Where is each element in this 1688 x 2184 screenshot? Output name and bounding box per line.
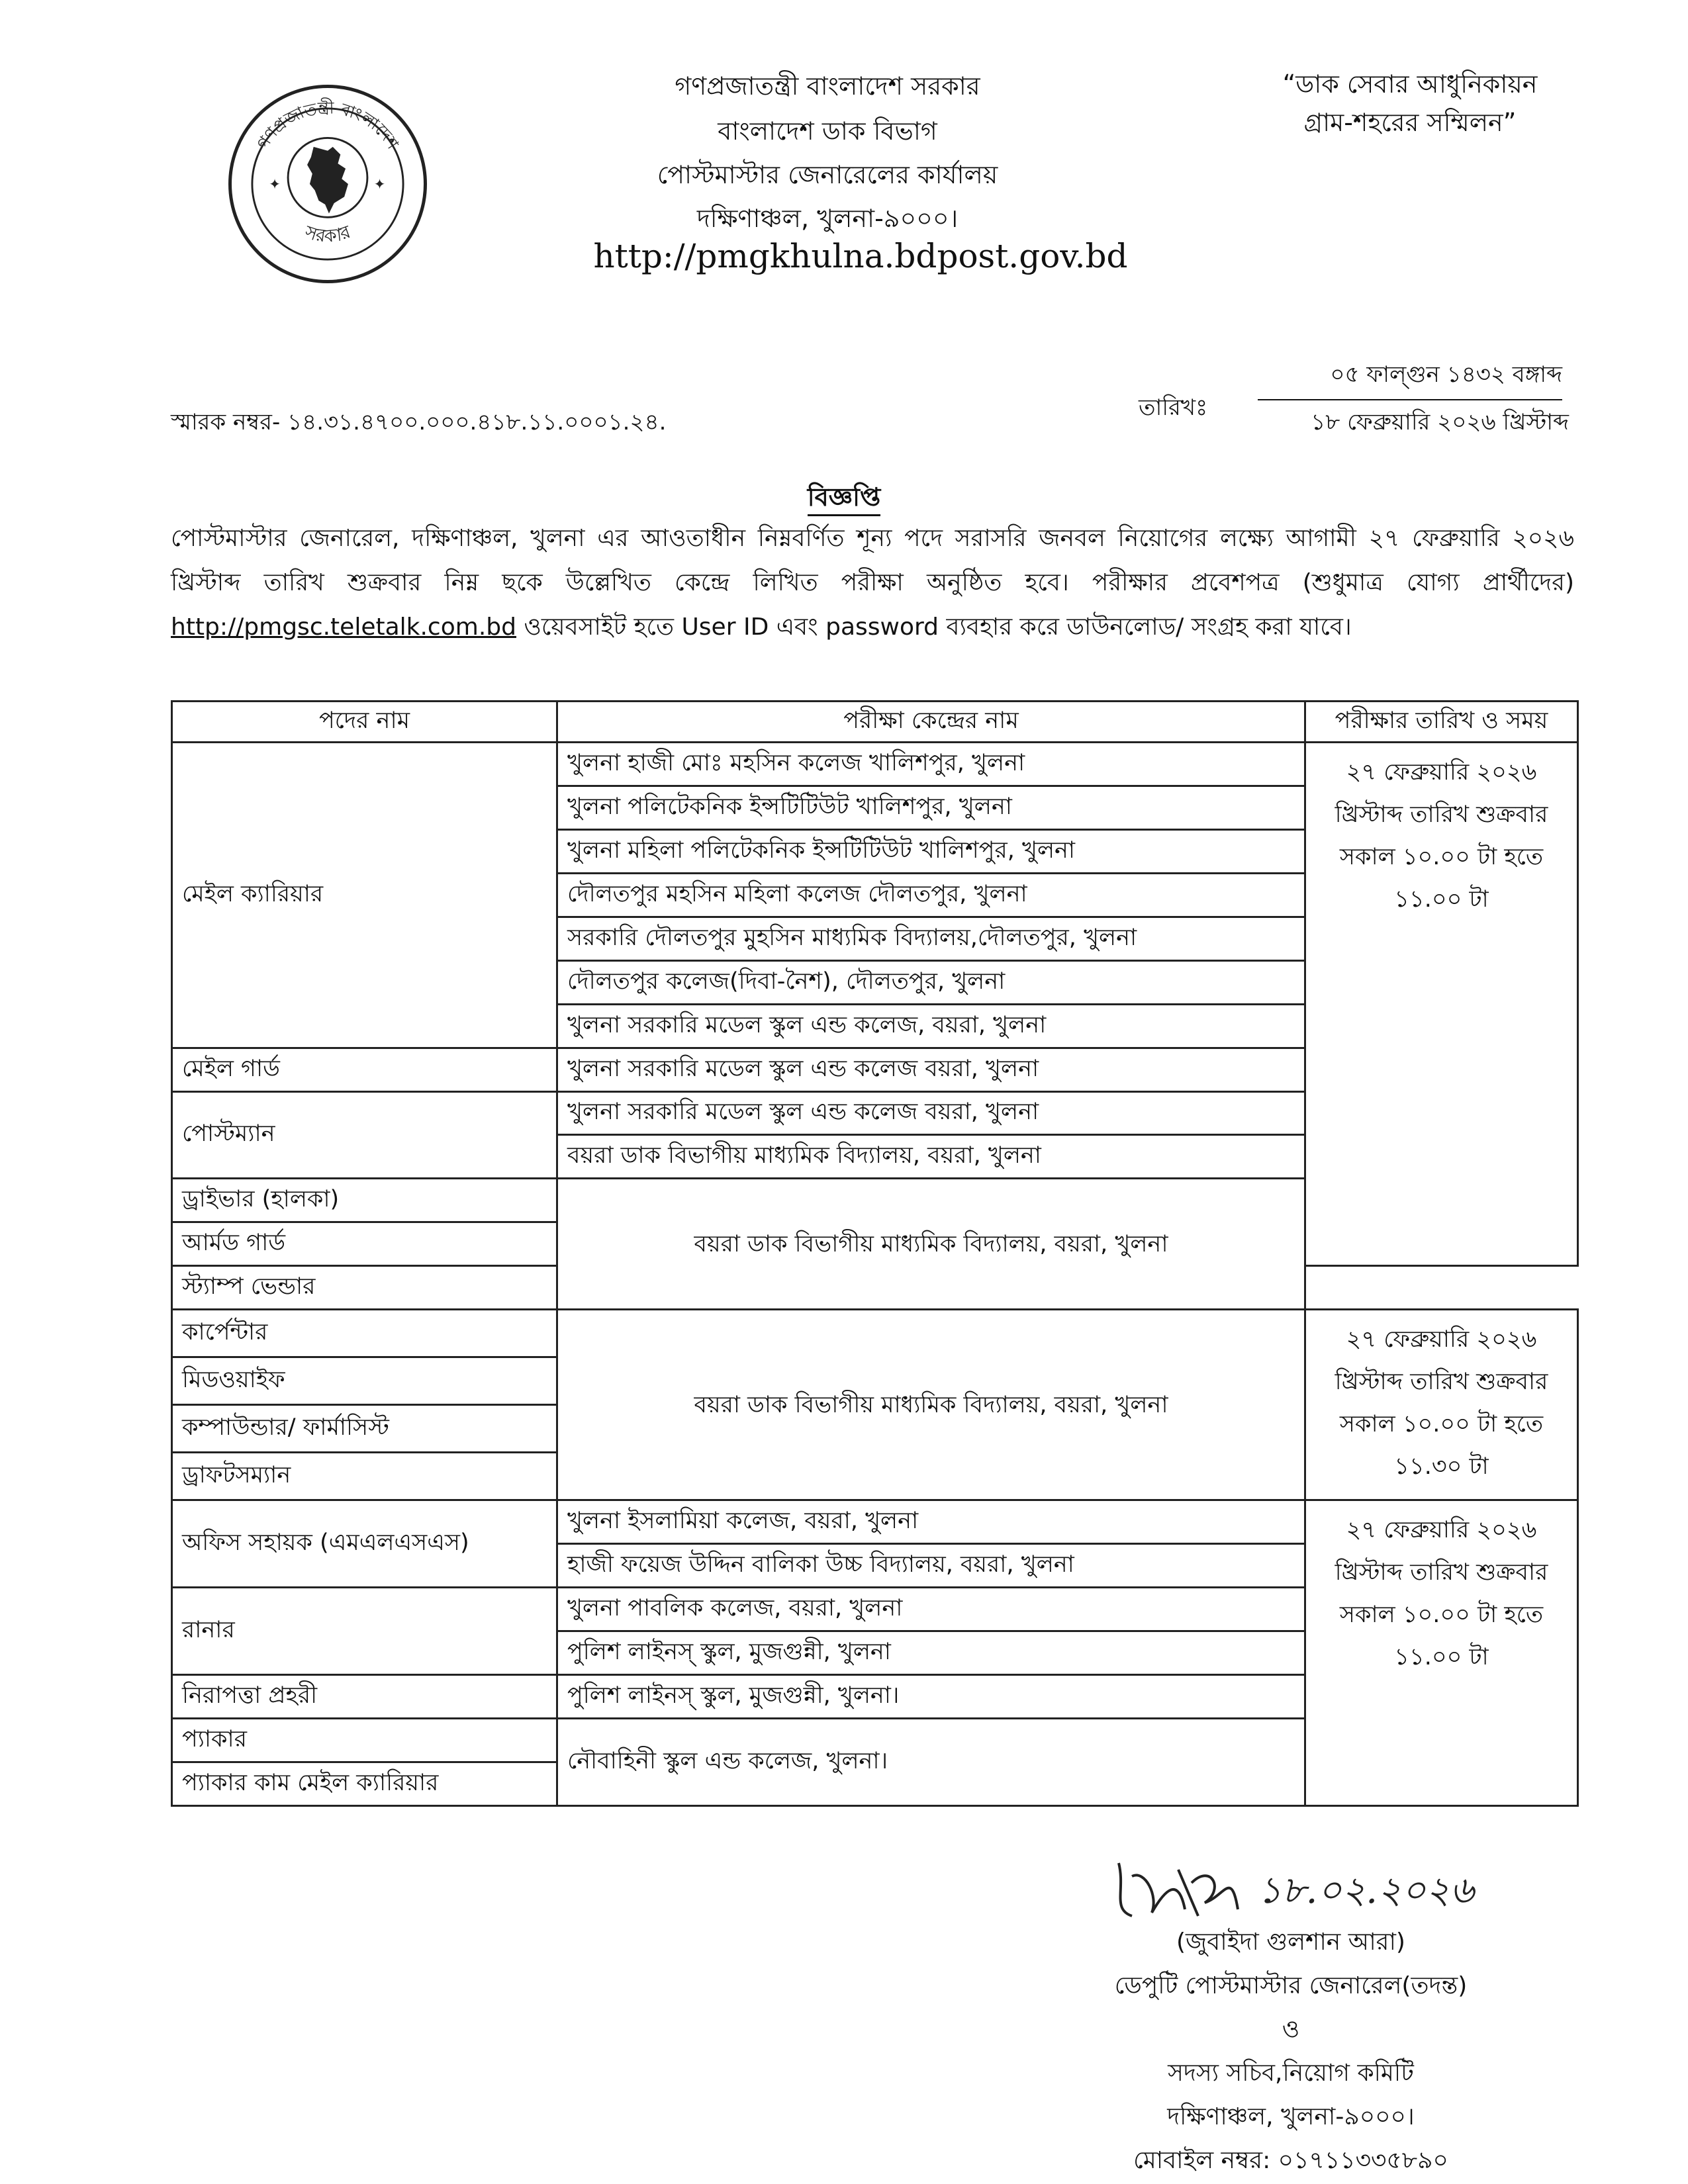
government-seal xyxy=(228,85,427,283)
date-time-cell: ২৭ ফেব্রুয়ারি ২০২৬ খ্রিস্টাব্দ তারিখ শুক্রবার সকাল ১০.০০ টা হতে ১১.০০ টা xyxy=(1305,1500,1578,1806)
center-cell: বয়রা ডাক বিভাগীয় মাধ্যমিক বিদ্যালয়, বয়রা, খুলনা xyxy=(557,1310,1305,1500)
body-text-part2: ওয়েবসাইট হতে User ID এবং password ব্যবহার করে ডাউনলোড/ সংগ্রহ করা যাবে। xyxy=(516,614,1352,641)
body-text-part1: পোস্টমাস্টার জেনারেল, দক্ষিণাঞ্চল, খুলনা এর আওতাধীন নিম্নবর্ণিত শূন্য পদে সরাসরি জনবল নিয়োগের লক্ষ্যে আগামী ২৭ ফেব্রুয়ারি ২০২৬ খ্রিস্টাব্দ তারিখ শুক্রবার নিম্ন ছকে উল্লেখিত কেন্দ্রে লিখিত পরীক্ষা অনুষ্ঠিত হবে। পরীক্ষার প্রবেশপত্র (শুধুমাত্র যোগ্য প্রার্থীদের) xyxy=(171,525,1574,596)
bangladesh-map-icon xyxy=(307,147,348,214)
center-cell: খুলনা হাজী মোঃ মহসিন কলেজ খালিশপুর, খুলনা xyxy=(557,743,1305,786)
center-cell: পুলিশ লাইনস্ স্কুল, মুজগুন্নী, খুলনা xyxy=(557,1631,1305,1675)
table-row xyxy=(172,743,1578,786)
post-cell: নিরাপত্তা প্রহরী xyxy=(172,1675,557,1719)
post-cell: প্যাকার xyxy=(172,1719,557,1762)
svg-text:✦: ✦ xyxy=(373,176,386,193)
signatory-office: দক্ষিণাঞ্চল, খুলনা-৯০০০। xyxy=(1167,2103,1415,2130)
svg-text:✦: ✦ xyxy=(269,176,281,193)
svg-text:গণপ্রজাতন্ত্রী বাংলাদেশ xyxy=(253,97,403,153)
memo-number: স্মারক নম্বর- ১৪.৩১.৪৭০০.০০০.৪১৮.১১.০০০১.২৪. xyxy=(171,409,667,435)
header-website-link[interactable]: http://pmgkhulna.bdpost.gov.bd xyxy=(593,237,1128,275)
exam-schedule-table xyxy=(171,700,1579,1807)
center-cell: সরকারি দৌলতপুর মুহসিন মাধ্যমিক বিদ্যালয়,দৌলতপুর, খুলনা xyxy=(557,917,1305,960)
header-exam-date-time: পরীক্ষার তারিখ ও সময় xyxy=(1305,702,1578,743)
post-cell: স্ট্যাম্প ভেন্ডার xyxy=(172,1266,557,1310)
post-cell: কার্পেন্টার xyxy=(172,1310,557,1357)
signatory-role: সদস্য সচিব,নিয়োগ কমিটি xyxy=(1168,2060,1414,2087)
date-time-cell: ২৭ ফেব্রুয়ারি ২০২৬ খ্রিস্টাব্দ তারিখ শুক্রবার সকাল ১০.০০ টা হতে ১১.৩০ টা xyxy=(1305,1310,1578,1500)
table-row xyxy=(172,1310,1578,1357)
center-cell: নৌবাহিনী স্কুল এন্ড কলেজ, খুলনা। xyxy=(557,1719,1305,1806)
post-cell: মিডওয়াইফ xyxy=(172,1357,557,1405)
signatory-block xyxy=(993,1921,1589,2183)
center-cell: খুলনা সরকারি মডেল স্কুল এন্ড কলেজ বয়রা, খুলনা xyxy=(557,1048,1305,1091)
table-row xyxy=(172,1500,1578,1544)
admit-card-link[interactable]: http://pmgsc.teletalk.com.bd xyxy=(171,614,516,641)
post-cell: ড্রাইভার (হালকা) xyxy=(172,1179,557,1222)
post-cell: ড্রাফটসম্যান xyxy=(172,1453,557,1500)
center-cell: খুলনা মহিলা পলিটেকনিক ইন্সটিটিউট খালিশপুর, খুলনা xyxy=(557,829,1305,873)
center-cell: দৌলতপুর কলেজ(দিবা-নৈশ), দৌলতপুর, খুলনা xyxy=(557,960,1305,1004)
center-cell: হাজী ফয়েজ উদ্দিন বালিকা উচ্চ বিদ্যালয়, বয়রা, খুলনা xyxy=(557,1544,1305,1588)
signature-date: ১৮.০২.২০২৬ xyxy=(1258,1869,1474,1912)
post-cell: অফিস সহায়ক (এমএলএসএস) xyxy=(172,1500,557,1588)
table-header-row xyxy=(172,702,1578,743)
notice-title-text: বিজ্ঞপ্তি xyxy=(808,482,881,516)
notice-title xyxy=(662,478,1026,520)
slogan-line-1: “ডাক সেবার আধুনিকায়ন xyxy=(1282,69,1538,99)
center-cell: বয়রা ডাক বিভাগীয় মাধ্যমিক বিদ্যালয়, বয়রা, খুলনা xyxy=(557,1179,1305,1310)
header-department: বাংলাদেশ ডাক বিভাগ xyxy=(718,116,937,146)
center-cell: খুলনা ইসলামিয়া কলেজ, বয়রা, খুলনা xyxy=(557,1500,1305,1544)
signatory-mobile: মোবাইল নম্বর: ০১৭১১৩৩৫৮৯০ xyxy=(1133,2147,1448,2174)
post-cell: আর্মড গার্ড xyxy=(172,1222,557,1266)
post-cell: পোস্টম্যান xyxy=(172,1091,557,1179)
post-cell: মেইল গার্ড xyxy=(172,1048,557,1091)
date-time-cell: ২৭ ফেব্রুয়ারি ২০২৬ খ্রিস্টাব্দ তারিখ শুক্রবার সকাল ১০.০০ টা হতে ১১.০০ টা xyxy=(1305,743,1578,1266)
header-exam-center: পরীক্ষা কেন্দ্রের নাম xyxy=(557,702,1305,743)
center-cell: খুলনা পাবলিক কলেজ, বয়রা, খুলনা xyxy=(557,1588,1305,1631)
signatory-conjunction: ও xyxy=(1282,2016,1300,2043)
slogan xyxy=(1225,65,1595,142)
signatory-designation: ডেপুটি পোস্টমাস্টার জেনারেল(তদন্ত) xyxy=(1114,1972,1468,1999)
center-cell: দৌলতপুর মহসিন মহিলা কলেজ দৌলতপুর, খুলনা xyxy=(557,873,1305,917)
header-govt: গণপ্রজাতন্ত্রী বাংলাদেশ সরকার xyxy=(675,71,980,101)
center-cell: খুলনা সরকারি মডেল স্কুল এন্ড কলেজ বয়রা, খুলনা xyxy=(557,1091,1305,1135)
date-english: ১৮ ফেব্রুয়ারি ২০২৬ খ্রিস্টাব্দ xyxy=(1311,409,1569,435)
center-cell: খুলনা পলিটেকনিক ইন্সটিটিউট খালিশপুর, খুলনা xyxy=(557,786,1305,829)
seal-top-text: গণপ্রজাতন্ত্রী বাংলাদেশ xyxy=(252,98,403,153)
seal-graphic xyxy=(232,88,424,280)
center-cell: বয়রা ডাক বিভাগীয় মাধ্যমিক বিদ্যালয়, বয়রা, খুলনা xyxy=(557,1135,1305,1179)
signature-image xyxy=(1105,1850,1523,1929)
svg-text:সরকার xyxy=(302,222,354,248)
slogan-line-2: গ্রাম-শহরের সম্মিলন” xyxy=(1303,108,1517,137)
post-cell: মেইল ক্যারিয়ার xyxy=(172,743,557,1048)
post-cell: প্যাকার কাম মেইল ক্যারিয়ার xyxy=(172,1762,557,1806)
center-cell: খুলনা সরকারি মডেল স্কুল এন্ড কলেজ, বয়রা, খুলনা xyxy=(557,1004,1305,1048)
header-address: দক্ষিণাঞ্চল, খুলনা-৯০০০। xyxy=(696,204,959,233)
seal-bottom-text: সরকার xyxy=(302,222,353,248)
signatory-name: (জুবাইদা গুলশান আরা) xyxy=(1176,1929,1405,1956)
header-office: পোস্টমাস্টার জেনারেলের কার্যালয় xyxy=(657,160,998,189)
post-cell: কম্পাউন্ডার/ ফার্মাসিস্ট xyxy=(172,1405,557,1453)
notice-body xyxy=(171,516,1574,649)
center-cell: পুলিশ লাইনস্ স্কুল, মুজগুন্নী, খুলনা। xyxy=(557,1675,1305,1719)
header-post-name: পদের নাম xyxy=(172,702,557,743)
date-label: তারিখঃ xyxy=(1139,394,1208,421)
date-bangla: ০৫ ফাল্গুন ১৪৩২ বঙ্গাব্দ xyxy=(1258,357,1562,400)
post-cell: রানার xyxy=(172,1588,557,1675)
